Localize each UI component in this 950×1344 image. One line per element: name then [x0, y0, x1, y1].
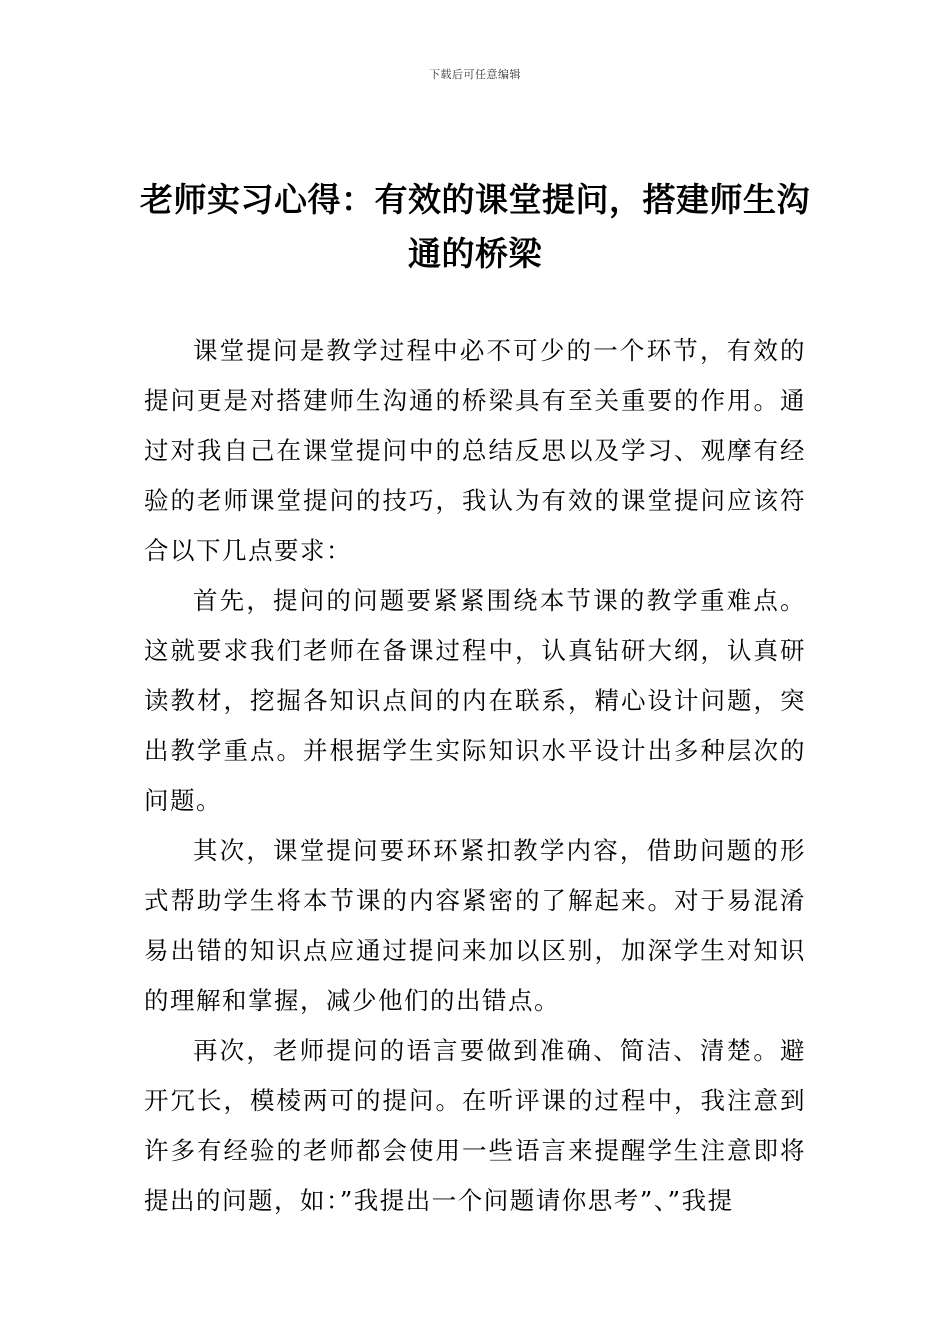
paragraph-first-point: 首先，提问的问题要紧紧围绕本节课的教学重难点。这就要求我们老师在备课过程中，认真钻研大纲，认真研读教材，挖掘各知识点间的内在联系，精心设计问题，突出教学重点。并根据学生实际知识水平设计出多种层次的问题。 — [144, 586, 806, 815]
header-note: 下载后可任意编辑 — [429, 68, 521, 81]
document-title: 老师实习心得：有效的课堂提问，搭建师生沟通的桥梁 — [140, 180, 810, 273]
paragraph-third-point: 再次，老师提问的语言要做到准确、简洁、清楚。避开冗长，模棱两可的提问。在听评课的过程中，我注意到许多有经验的老师都会使用一些语言来提醒学生注意即将提出的问题，如：”我提出一个问题请你思考”、”我提 — [144, 1036, 806, 1215]
paragraph-second-point: 其次，课堂提问要环环紧扣教学内容，借助问题的形式帮助学生将本节课的内容紧密的了解起来。对于易混淆易出错的知识点应通过提问来加以区别，加深学生对知识的理解和掌握，减少他们的出错点。 — [144, 836, 806, 1015]
document-body — [144, 326, 806, 1226]
paragraph-intro: 课堂提问是教学过程中必不可少的一个环节，有效的提问更是对搭建师生沟通的桥梁具有至关重要的作用。通过对我自己在课堂提问中的总结反思以及学习、观摩有经验的老师课堂提问的技巧，我认为有效的课堂提问应该符合以下几点要求： — [144, 336, 806, 565]
